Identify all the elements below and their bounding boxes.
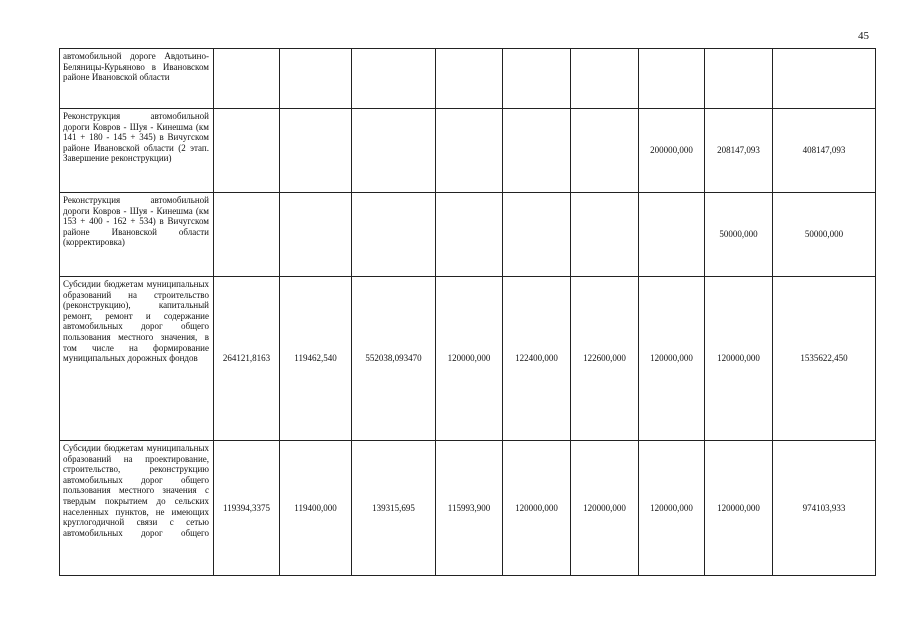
value-cell: [214, 193, 280, 277]
value-cell: [436, 109, 503, 193]
value-cell: [571, 49, 639, 109]
value-cell: [214, 49, 280, 109]
value-cell: 408147,093: [773, 109, 876, 193]
value-cell: [280, 193, 352, 277]
row-description-cell: [60, 193, 214, 277]
value-cell: 120000,000: [705, 441, 773, 576]
value-cell: 120000,000: [639, 441, 705, 576]
table-row: [60, 109, 876, 193]
table-row: [60, 277, 876, 441]
row-description: Реконструкция автомобильной дороги Ковров - Шуя - Кинешма (км 141 + 180 - 145 + 345) в Вичугском районе Ивановской области (2 этап. Завершение реконструкции): [63, 111, 209, 164]
table-row: [60, 49, 876, 109]
value-cell: [503, 193, 571, 277]
row-description: Реконструкция автомобильной дороги Ковров - Шуя - Кинешма (км 153 + 400 - 162 + 534) в Вичугском районе Ивановской области (корректировка): [63, 195, 209, 248]
value-cell: 119394,3375: [214, 441, 280, 576]
value-cell: 139315,695: [352, 441, 436, 576]
value-cell: 1535622,450: [773, 277, 876, 441]
row-description-cell: [60, 109, 214, 193]
value-cell: 115993,900: [436, 441, 503, 576]
value-cell: 119462,540: [280, 277, 352, 441]
row-description-cell: [60, 49, 214, 109]
value-cell: 120000,000: [571, 441, 639, 576]
value-cell: 552038,093470: [352, 277, 436, 441]
table-body: [60, 49, 876, 576]
value-cell: 120000,000: [705, 277, 773, 441]
value-cell: [436, 49, 503, 109]
value-cell: [571, 109, 639, 193]
value-cell: [705, 49, 773, 109]
value-cell: [280, 49, 352, 109]
value-cell: 120000,000: [436, 277, 503, 441]
table-row: [60, 441, 876, 576]
value-cell: [503, 109, 571, 193]
value-cell: [352, 49, 436, 109]
row-description: Субсидии бюджетам муниципальных образований на проектирование, строительство, реконструкцию автомобильных дорог общего пользования местного значения с твердым покрытием до сельских населенных пунктов, не имеющих круглогодичной связи с сетью автомобильных дорог общего: [63, 443, 209, 538]
value-cell: [571, 193, 639, 277]
row-description: автомобильной дороге Авдотьино-Беляницы-Курьяново в Ивановском районе Ивановской области: [63, 51, 209, 83]
page-number: 45: [858, 30, 869, 42]
value-cell: 122400,000: [503, 277, 571, 441]
row-description-cell: [60, 277, 214, 441]
value-cell: [773, 49, 876, 109]
value-cell: [436, 193, 503, 277]
value-cell: 264121,8163: [214, 277, 280, 441]
value-cell: 119400,000: [280, 441, 352, 576]
value-cell: [503, 49, 571, 109]
value-cell: 200000,000: [639, 109, 705, 193]
row-description-cell: [60, 441, 214, 576]
budget-table: [59, 48, 876, 576]
value-cell: [352, 193, 436, 277]
value-cell: 120000,000: [639, 277, 705, 441]
value-cell: 122600,000: [571, 277, 639, 441]
value-cell: 974103,933: [773, 441, 876, 576]
value-cell: 50000,000: [773, 193, 876, 277]
row-description: Субсидии бюджетам муниципальных образований на строительство (реконструкцию), капитальный ремонт, ремонт и содержание автомобильных дорог общего пользования местного значения, в том числе на формирование муниципальных дорожных фондов: [63, 279, 209, 364]
value-cell: [214, 109, 280, 193]
value-cell: 208147,093: [705, 109, 773, 193]
value-cell: [639, 49, 705, 109]
value-cell: 120000,000: [503, 441, 571, 576]
value-cell: [352, 109, 436, 193]
value-cell: [639, 193, 705, 277]
value-cell: 50000,000: [705, 193, 773, 277]
value-cell: [280, 109, 352, 193]
table-row: [60, 193, 876, 277]
